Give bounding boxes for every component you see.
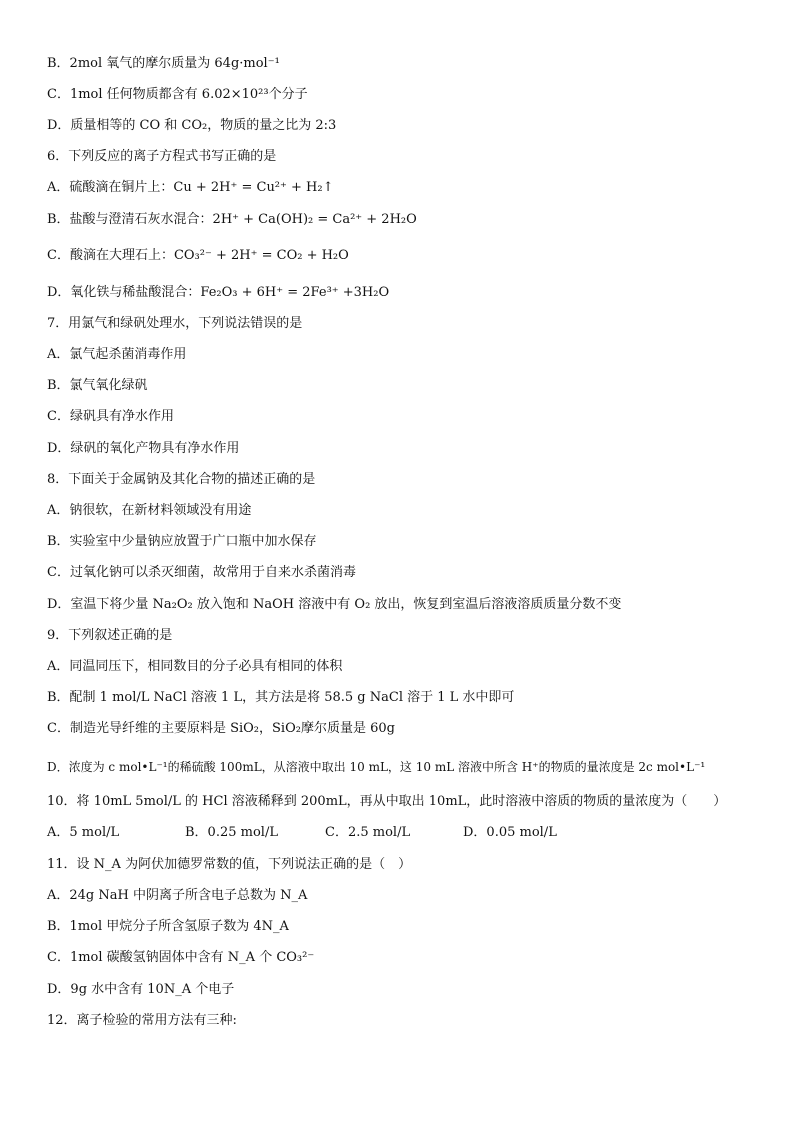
- question-6: 6．下列反应的离子方程式书写正确的是: [47, 149, 277, 164]
- line-q7a: A．氯气起杀菌消毒作用: [47, 347, 187, 362]
- q10-option-a: A．5 mol/L: [47, 825, 120, 840]
- line-q11d: D．9g 水中含有 10N_A 个电子: [47, 982, 235, 997]
- q10-option-b: B．0.25 mol/L: [185, 825, 278, 840]
- line-q8b: B．实验室中少量钠应放置于广口瓶中加水保存: [47, 534, 317, 549]
- question-10: 10．将 10mL 5mol/L 的 HCl 溶液稀释到 200mL，再从中取出 10mL，此时溶液中溶质的物质的量浓度为（ ）: [47, 794, 727, 809]
- question-8: 8．下面关于金属钠及其化合物的描述正确的是: [47, 472, 316, 487]
- line-q9b: B．配制 1 mol/L NaCl 溶液 1 L，其方法是将 58.5 g NaCl 溶于 1 L 水中即可: [47, 690, 515, 705]
- line-q7b: B．氯气氧化绿矾: [47, 378, 148, 393]
- question-9: 9．下列叙述正确的是: [47, 628, 173, 643]
- line-q9d: D．浓度为 c mol•L⁻¹的稀硫酸 100mL，从溶液中取出 10 mL，这 10 mL 溶液中所含 H⁺的物质的量浓度是 2c mol•L⁻¹: [47, 760, 706, 774]
- line-q6a: A．硫酸滴在铜片上：Cu + 2H⁺ = Cu²⁺ + H₂↑: [47, 180, 334, 195]
- line-q8a: A．钠很软，在新材料领域没有用途: [47, 503, 252, 518]
- line-q9a: A．同温同压下，相同数目的分子必具有相同的体积: [47, 659, 343, 674]
- line-q11a: A．24g NaH 中阴离子所含电子总数为 N_A: [47, 888, 308, 903]
- question-7: 7．用氯气和绿矾处理水，下列说法错误的是: [47, 316, 303, 331]
- line-q6c: C．酸滴在大理石上：CO₃²⁻ + 2H⁺ = CO₂ + H₂O: [47, 248, 349, 263]
- line-q5c: C．1mol 任何物质都含有 6.02×10²³个分子: [47, 87, 308, 102]
- line-q5b: B．2mol 氧气的摩尔质量为 64g·mol⁻¹: [47, 56, 280, 71]
- line-q11b: B．1mol 甲烷分子所含氢原子数为 4N_A: [47, 919, 289, 934]
- question-12: 12．离子检验的常用方法有三种:: [47, 1013, 237, 1028]
- line-q7d: D．绿矾的氧化产物具有净水作用: [47, 441, 240, 456]
- line-q8c: C．过氧化钠可以杀灭细菌，故常用于自来水杀菌消毒: [47, 565, 356, 580]
- line-q6d: D．氧化铁与稀盐酸混合：Fe₂O₃ + 6H⁺ = 2Fe³⁺ +3H₂O: [47, 285, 390, 300]
- line-q7c: C．绿矾具有净水作用: [47, 409, 174, 424]
- line-q6b: B．盐酸与澄清石灰水混合：2H⁺ + Ca(OH)₂ = Ca²⁺ + 2H₂O: [47, 212, 417, 227]
- line-q9c: C．制造光导纤维的主要原料是 SiO₂，SiO₂摩尔质量是 60g: [47, 721, 395, 736]
- q10-option-c: C．2.5 mol/L: [325, 825, 411, 840]
- line-q8d: D．室温下将少量 Na₂O₂ 放入饱和 NaOH 溶液中有 O₂ 放出，恢复到室温后溶液溶质质量分数不变: [47, 597, 622, 612]
- q10-option-d: D．0.05 mol/L: [463, 825, 557, 840]
- question-11: 11．设 N_A 为阿伏加德罗常数的值，下列说法正确的是（ ）: [47, 857, 412, 872]
- line-q5d: D．质量相等的 CO 和 CO₂，物质的量之比为 2:3: [47, 118, 337, 133]
- line-q11c: C．1mol 碳酸氢钠固体中含有 N_A 个 CO₃²⁻: [47, 950, 315, 965]
